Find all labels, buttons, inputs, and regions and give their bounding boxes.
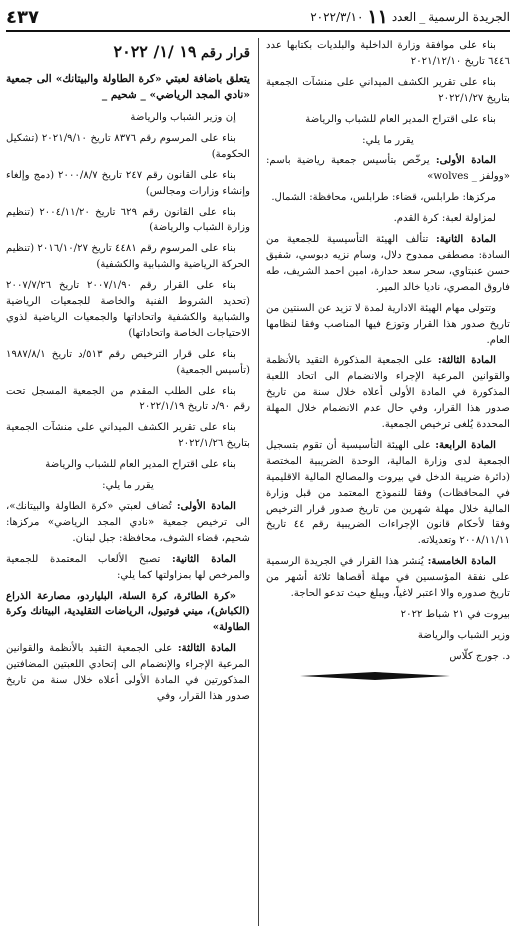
paragraph-text: يرخّص بتأسيس جمعية رياضية باسم: «وولفز _ wolves»: [266, 155, 510, 183]
article-label: المادة الثالثة:: [437, 354, 496, 367]
signature-title: وزير الشباب والرياضة: [417, 629, 510, 641]
decision-label: قرار رقم: [201, 46, 250, 61]
paragraph: [6, 278, 250, 342]
paragraph: [6, 589, 250, 637]
article-label: المادة الثالثة:: [177, 642, 236, 655]
paragraph-text: يقرر ما يلي:: [102, 480, 154, 492]
paragraph: [266, 190, 510, 206]
paragraph-text: بناء على المرسوم رقم ٤٤٨١ تاريخ ٢٠١٦/١٠/٢٧ (تنظيم الحركة الرياضية والشبابية والكشفية): [6, 243, 250, 271]
paragraph-text: بناء على المرسوم رقم ٨٣٧٦ تاريخ ٢٠٢١/٩/١٠ (تشكيل الحكومة): [6, 132, 250, 160]
paragraph: [6, 205, 250, 237]
paragraph-text: إن وزير الشباب والرياضة: [130, 111, 236, 123]
paragraph-text: بناء على قرار الترخيص رقم ٥١٣/د تاريخ ١٩٨٧/٨/١ (تأسيس الجمعية): [6, 348, 250, 376]
paragraph-text: بناء على موافقة وزارة الداخلية والبلديات بكتابها عدد ٦٤٤٦ تاريخ ٢٠٢١/١٢/١٠: [266, 40, 510, 67]
gazette-issue-info: الجريدة الرسمية _ العدد ١١ ٢٠٢٢/٣/١٠: [310, 6, 510, 28]
right-column: [259, 38, 510, 926]
paragraph: [6, 457, 250, 473]
paragraph: [6, 131, 250, 163]
paragraph: [266, 211, 510, 227]
paragraph: [6, 420, 250, 452]
paragraph: [266, 38, 510, 70]
paragraph: [266, 554, 510, 602]
paragraph: [266, 438, 510, 549]
gazette-title: الجريدة الرسمية: [428, 10, 510, 24]
paragraph-text: وتتولى مهام الهيئة الادارية لمدة لا تزيد عن السنتين من تاريخ صدور هذا القرار وتوزع فيها المناصب وفقا لنظامها العام.: [266, 302, 510, 346]
paragraph-text: على الجمعية التقيد بالأنظمة والقوانين المرعية الإجراء والإنضمام الى إتحادي اللعبتين المضافتين المذكورتين في المادة الأولى أعلاه خلال سنة من تاريخ صدور هذا القرار، وفي: [6, 643, 250, 702]
paragraph: [266, 232, 510, 296]
paragraph-text: على الهيئة التأسيسية أن تقوم بتسجيل الجمعية لدى وزارة المالية، الوحدة الضريبية المختصة (دائرة ضريبة الدخل في بيروت والمصالح المالية الاقليمية في المحافظات) وفقا للنموذج المعتمد من قبل وزارة المالية خلال مهلة شهرين من تاريخ صدور قرار الترخيص وفقا لأحكام قانون الإجراءات الضريبية رقم ٤٤ تاريخ ٢٠٠٨/١١/١١ وتعديلاته.: [266, 439, 510, 547]
paragraph-text: بناء على اقتراح المدير العام للشباب والرياضة: [45, 459, 236, 471]
left-column-paragraphs: [6, 110, 250, 705]
paragraph: [6, 499, 250, 547]
paragraph-text: بناء على القانون رقم ٦٢٩ تاريخ ٢٠٠٤/١١/٢٠ (تنظيم وزارة الشباب والرياضة): [6, 206, 250, 234]
decision-subject: يتعلق باضافة لعبتي «كرة الطاولة والبيتانك» الى جمعية «نادي المجد الرياضي» _ شحيم _: [6, 72, 250, 102]
paragraph-text: بناء على اقتراح المدير العام للشباب والرياضة: [305, 113, 496, 125]
issue-label: العدد: [391, 10, 417, 24]
paragraph: [6, 347, 250, 379]
article-label: المادة الرابعة:: [435, 438, 496, 451]
paragraph-text: يُنشر هذا القرار في الجريدة الرسمية على نفقة المؤسسين في مهلة أقصاها ثلاثة أشهر من تاريخ صدوره والا اعتبر لاغياً، ويبلغ حيث تدعو الحاجة.: [266, 556, 510, 600]
decision-number: ١٩ /١/ ٢٠٢٢: [113, 42, 197, 61]
paragraph-text: تُضاف لعبتي «كرة الطاولة والبيتانك»، الى ترخيص جمعية «نادي المجد الرياضي» مركزها: شحيم، قضاء الشوف، محافظة: جبل لبنان.: [6, 501, 250, 544]
issue-number: ١١: [367, 6, 388, 28]
page-body: [6, 38, 510, 926]
paragraph-text: تتألف الهيئة التأسيسية للجمعية من السادة: مصطفى ممدوح دلال، وسام نزيه دبوسي، شفيق حسن عنبتاوي، سحر سعد حدارة، امين احمد الشريف، طه فاروق المصري، ناديا خالد المير.: [266, 234, 510, 293]
article-label: المادة الثانية:: [436, 233, 496, 246]
paragraph: [266, 301, 510, 349]
paragraph-text: مركزها: طرابلس، قضاء: طرابلس، محافظة: الشمال.: [271, 192, 496, 204]
paragraph-text: على الجمعية المذكورة التقيد بالأنظمة والقوانين المرعية الإجراء والانضمام الى اتحاد اللعبة المذكورة في المادة الأولى أعلاه خلال سنة من تاريخ صدور هذا القرار، وفي حال عدم الانضمام خلال المهلة المحددة يُلغى ترخيص الجمعية.: [266, 355, 510, 431]
decision-heading: [6, 40, 250, 65]
paragraph-text: بناء على تقرير الكشف الميداني على منشآت الجمعية بتاريخ ٢٠٢٢/١/٢٧: [266, 76, 510, 104]
paragraph: [6, 168, 250, 200]
ornament: [266, 671, 510, 681]
paragraph-text: بناء على القانون رقم ٢٤٧ تاريخ ٢٠٠٠/٨/٧ (دمج وإلغاء وإنشاء وزارات ومجالس): [6, 169, 250, 197]
article-label: المادة الأولى:: [435, 154, 496, 167]
paragraph: [266, 112, 510, 128]
paragraph: [266, 133, 510, 149]
paragraph: [6, 241, 250, 273]
paragraph-text: بناء على تقرير الكشف الميداني على منشآت الجمعية بتاريخ ٢٠٢٢/١/٢٦: [6, 422, 250, 450]
signature-place-date: بيروت في ٢١ شباط ٢٠٢٢: [400, 609, 510, 620]
paragraph: [6, 478, 250, 494]
paragraph: [266, 353, 510, 433]
left-column: [6, 38, 259, 926]
horizontal-diamond-ornament-icon: [300, 671, 450, 681]
page-header: [6, 6, 510, 32]
paragraph-text: يقرر ما يلي:: [362, 134, 414, 146]
paragraph-text: لمزاولة لعبة: كرة القدم.: [393, 213, 496, 225]
paragraph-text: بناء على القرار رقم ٢٠٠٧/١/٩٠ تاريخ ٢٠٠٧/٧/٢٦ (تحديد الشروط الفنية والخاصة للجمعيات الرياضية والشبابية والكشفية واتحاداتها والجمعيات الرياضية لذوي الاحتياجات الخاصة واتحاداتها): [6, 280, 250, 339]
paragraph: [6, 384, 250, 416]
issue-date: ٢٠٢٢/٣/١٠: [310, 10, 364, 24]
paragraph: [6, 552, 250, 584]
article-label: المادة الأولى:: [176, 500, 236, 513]
right-column-paragraphs: [266, 38, 510, 602]
paragraph-text: «كرة الطائرة، كرة السلة، البلياردو، مصارعة الذراع (الكباش)، ميني فوتبول، الرياضات التقليدية، البيتانك وكرة الطاولة»: [6, 589, 250, 634]
article-label: المادة الخامسة:: [427, 555, 496, 568]
article-label: المادة الثانية:: [172, 552, 236, 565]
paragraph: [266, 153, 510, 185]
paragraph: [6, 110, 250, 126]
page-number: ٤٣٧: [6, 6, 39, 28]
paragraph: [6, 641, 250, 705]
paragraph-text: بناء على الطلب المقدم من الجمعية المسجل تحت رقم ٩٠/د تاريخ ٢٠٢٢/١/١٩: [6, 385, 250, 413]
signature-name: د. جورج كلّاس: [449, 650, 510, 662]
paragraph: [266, 75, 510, 107]
paragraph-text: تصبح الألعاب المعتمدة للجمعية والمرخص لها بمزاولتها كما يلي:: [6, 553, 250, 581]
